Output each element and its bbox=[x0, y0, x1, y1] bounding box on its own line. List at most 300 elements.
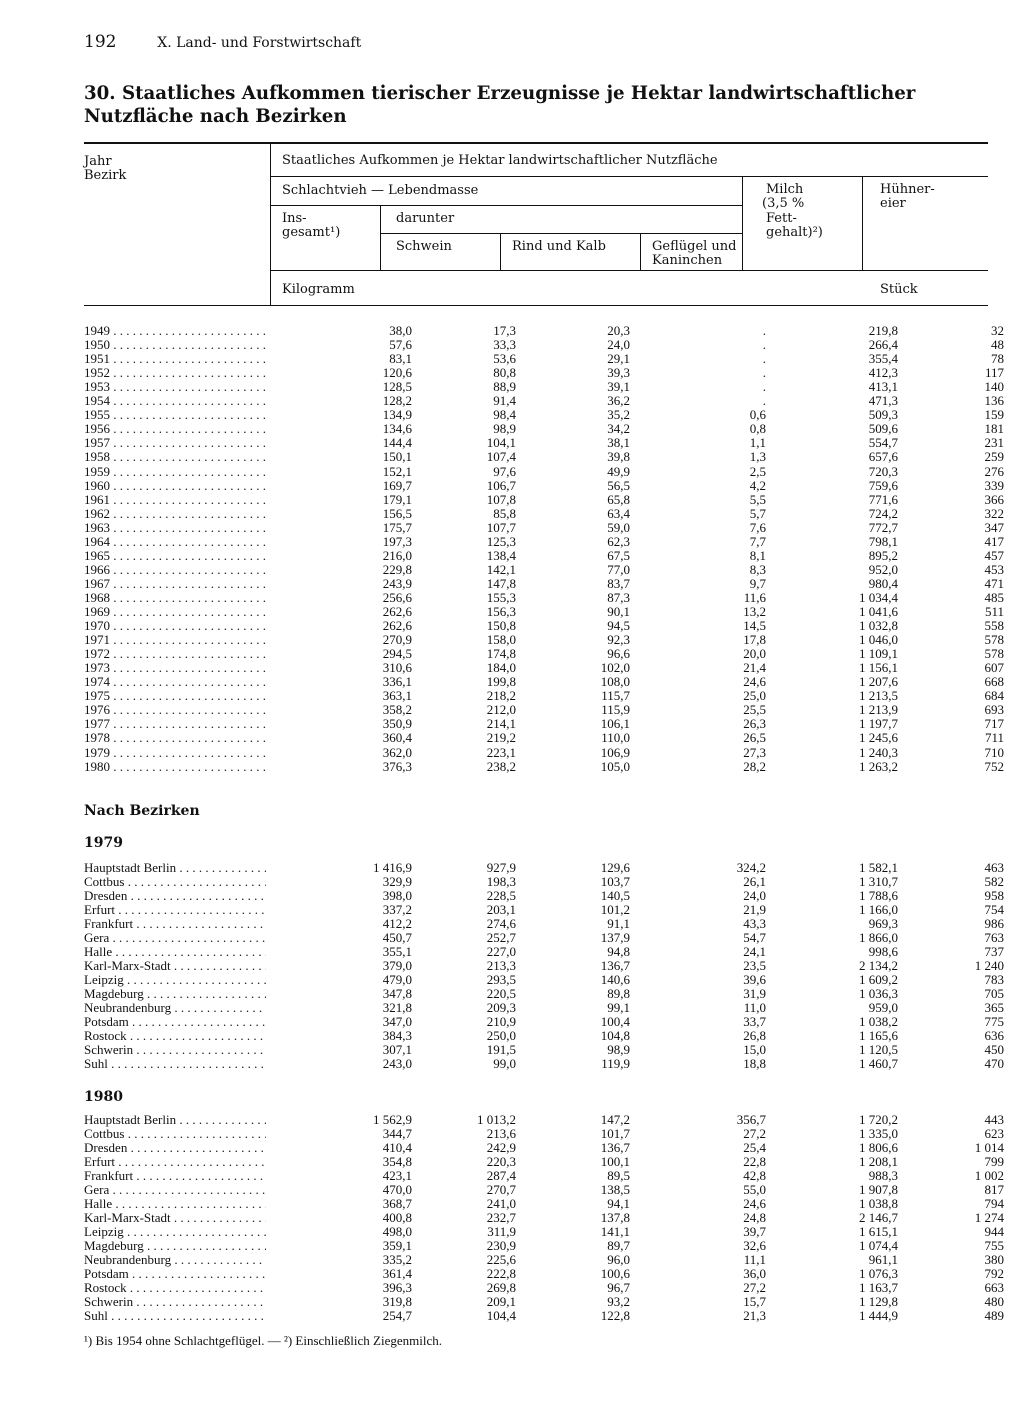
header-gefluegel-1: Geflügel und bbox=[652, 239, 737, 254]
row-label: Halle . . . bbox=[84, 945, 266, 959]
cell-eier: 489 bbox=[984, 1308, 1004, 1323]
cell-gefluegel: 2,5 bbox=[749, 463, 766, 479]
cell-gefluegel: 25,0 bbox=[743, 688, 766, 704]
row-label: 1979 . . . bbox=[84, 746, 266, 760]
cell-milch: 1 866,0 bbox=[859, 930, 898, 945]
cell-insgesamt: 362,0 bbox=[382, 744, 412, 760]
cell-schwein: 238,2 bbox=[486, 758, 516, 774]
cell-insgesamt: 336,1 bbox=[382, 674, 412, 690]
cell-eier: 799 bbox=[984, 1154, 1004, 1169]
cell-rind: 100,4 bbox=[600, 1014, 630, 1029]
table-row bbox=[84, 930, 1004, 945]
row-label: 1976 . . . bbox=[84, 703, 266, 717]
row-label: Karl-Marx-Stadt . . . bbox=[84, 959, 266, 973]
cell-rind: 36,2 bbox=[607, 393, 630, 409]
cell-gefluegel: 24,1 bbox=[743, 944, 766, 959]
row-label: 1949 . . . bbox=[84, 324, 266, 338]
cell-eier: 117 bbox=[984, 365, 1004, 381]
cell-gefluegel: 17,8 bbox=[743, 632, 766, 648]
cell-schwein: 311,9 bbox=[487, 1224, 516, 1239]
cell-rind: 63,4 bbox=[607, 505, 630, 521]
cell-insgesamt: 359,1 bbox=[382, 1238, 412, 1253]
cell-eier: 276 bbox=[984, 463, 1004, 479]
table-row bbox=[84, 1000, 1004, 1015]
cell-rind: 90,1 bbox=[607, 604, 630, 619]
cell-insgesamt: 243,9 bbox=[382, 575, 412, 591]
cell-milch: 1 609,2 bbox=[859, 972, 898, 987]
header-rule-darunter bbox=[380, 233, 742, 234]
row-label: 1970 . . . bbox=[84, 619, 266, 633]
cell-schwein: 199,8 bbox=[486, 674, 516, 690]
row-label: 1973 . . . bbox=[84, 661, 266, 675]
cell-eier: 1 240 bbox=[974, 958, 1004, 973]
cell-gefluegel: 21,9 bbox=[743, 902, 766, 917]
cell-insgesamt: 1 416,9 bbox=[373, 860, 412, 875]
cell-rind: 94,8 bbox=[607, 944, 630, 959]
cell-gefluegel: 31,9 bbox=[743, 986, 766, 1001]
cell-rind: 136,7 bbox=[600, 1140, 630, 1155]
row-label: 1969 . . . bbox=[84, 605, 266, 619]
cell-schwein: 232,7 bbox=[486, 1210, 516, 1225]
cell-gefluegel: 4,2 bbox=[749, 477, 766, 493]
table-row bbox=[84, 1238, 1004, 1253]
cell-rind: 83,7 bbox=[607, 575, 630, 591]
cell-rind: 115,9 bbox=[601, 702, 630, 718]
cell-gefluegel: 1,1 bbox=[749, 435, 766, 451]
cell-insgesamt: 120,6 bbox=[382, 365, 412, 381]
cell-milch: 1 038,2 bbox=[859, 1014, 898, 1029]
cell-eier: 705 bbox=[984, 986, 1004, 1001]
header-top-rule bbox=[84, 142, 988, 144]
cell-eier: 485 bbox=[984, 589, 1004, 605]
cell-milch: 1 166,0 bbox=[859, 902, 898, 917]
insgesamt-divider bbox=[380, 206, 381, 270]
cell-gefluegel: 0,6 bbox=[749, 407, 766, 423]
cell-insgesamt: 423,1 bbox=[382, 1168, 412, 1183]
cell-gefluegel: 8,1 bbox=[749, 547, 766, 563]
cell-eier: 231 bbox=[984, 435, 1004, 451]
cell-schwein: 242,9 bbox=[486, 1140, 516, 1155]
row-label: Suhl . . . bbox=[84, 1309, 266, 1323]
cell-gefluegel: 11,0 bbox=[743, 1000, 766, 1015]
cell-eier: 737 bbox=[984, 944, 1004, 959]
cell-gefluegel: 7,6 bbox=[749, 519, 766, 535]
cell-eier: 958 bbox=[984, 888, 1004, 903]
cell-insgesamt: 337,2 bbox=[382, 902, 412, 917]
row-label: 1956 . . . bbox=[84, 422, 266, 436]
row-label: Halle . . . bbox=[84, 1197, 266, 1211]
cell-insgesamt: 216,0 bbox=[382, 547, 412, 563]
cell-eier: 1 274 bbox=[974, 1210, 1004, 1225]
cell-milch: 1 213,5 bbox=[859, 688, 898, 704]
cell-schwein: 138,4 bbox=[486, 547, 516, 563]
cell-rind: 89,5 bbox=[607, 1168, 630, 1183]
table-row bbox=[84, 505, 1004, 521]
table-row bbox=[84, 958, 1004, 973]
cell-rind: 119,9 bbox=[601, 1056, 630, 1071]
table-row bbox=[84, 1056, 1004, 1071]
table-row bbox=[84, 1042, 1004, 1057]
section-title: X. Land- und Forstwirtschaft bbox=[157, 35, 362, 51]
cell-milch: 1 788,6 bbox=[859, 888, 898, 903]
cell-insgesamt: 1 562,9 bbox=[373, 1112, 412, 1127]
cell-schwein: 241,0 bbox=[486, 1196, 516, 1211]
cell-milch: 1 120,5 bbox=[859, 1042, 898, 1057]
cell-insgesamt: 470,0 bbox=[382, 1182, 412, 1197]
header-milch-3: Fett- bbox=[766, 211, 797, 226]
row-label: 1951 . . . bbox=[84, 352, 266, 366]
table-row bbox=[84, 491, 1004, 507]
cell-milch: 1 076,3 bbox=[859, 1266, 898, 1281]
cell-insgesamt: 361,4 bbox=[382, 1266, 412, 1281]
table-row bbox=[84, 449, 1004, 465]
cell-insgesamt: 379,0 bbox=[382, 958, 412, 973]
cell-rind: 87,3 bbox=[607, 589, 630, 605]
cell-schwein: 203,1 bbox=[486, 902, 516, 917]
cell-eier: 783 bbox=[984, 972, 1004, 987]
cell-rind: 104,8 bbox=[600, 1028, 630, 1043]
cell-insgesamt: 128,2 bbox=[382, 393, 412, 409]
cell-eier: 717 bbox=[984, 716, 1004, 732]
cell-milch: 1 720,2 bbox=[859, 1112, 898, 1127]
cell-schwein: 107,8 bbox=[486, 491, 516, 507]
cell-rind: 49,9 bbox=[607, 463, 630, 479]
cell-gefluegel: . bbox=[762, 365, 766, 381]
cell-gefluegel: 39,7 bbox=[743, 1224, 766, 1239]
cell-gefluegel: 22,8 bbox=[743, 1154, 766, 1169]
stub-divider bbox=[270, 143, 271, 306]
table-row bbox=[84, 575, 1004, 591]
cell-milch: 1 129,8 bbox=[859, 1294, 898, 1309]
cell-gefluegel: 26,8 bbox=[743, 1028, 766, 1043]
cell-eier: 754 bbox=[984, 902, 1004, 917]
table-row bbox=[84, 1126, 1004, 1141]
row-label: 1959 . . . bbox=[84, 465, 266, 479]
cell-milch: 1 041,6 bbox=[859, 604, 898, 619]
cell-insgesamt: 329,9 bbox=[382, 874, 412, 889]
table-row bbox=[84, 435, 1004, 451]
row-label: Erfurt . . . bbox=[84, 1155, 266, 1169]
cell-gefluegel: 8,3 bbox=[749, 561, 766, 577]
cell-eier: 607 bbox=[984, 660, 1004, 676]
row-label: Leipzig . . . bbox=[84, 973, 266, 987]
cell-eier: 1 014 bbox=[974, 1140, 1004, 1155]
cell-insgesamt: 270,9 bbox=[382, 632, 412, 648]
cell-eier: 775 bbox=[984, 1014, 1004, 1029]
row-label: 1953 . . . bbox=[84, 380, 266, 394]
cell-rind: 59,0 bbox=[607, 519, 630, 535]
cell-rind: 101,2 bbox=[600, 902, 630, 917]
header-eier-2: eier bbox=[880, 196, 906, 211]
cell-gefluegel: 26,3 bbox=[743, 716, 766, 732]
cell-milch: 471,3 bbox=[868, 393, 898, 409]
schwein-divider bbox=[500, 234, 501, 270]
rind-divider bbox=[640, 234, 641, 270]
cell-schwein: 213,3 bbox=[486, 958, 516, 973]
cell-eier: 763 bbox=[984, 930, 1004, 945]
row-label: Cottbus . . . bbox=[84, 875, 266, 889]
cell-rind: 96,0 bbox=[607, 1252, 630, 1267]
cell-milch: 1 582,1 bbox=[859, 860, 898, 875]
cell-eier: 663 bbox=[984, 1280, 1004, 1295]
cell-gefluegel: 1,3 bbox=[749, 449, 766, 465]
cell-insgesamt: 410,4 bbox=[382, 1140, 412, 1155]
cell-gefluegel: . bbox=[762, 379, 766, 395]
cell-schwein: 85,8 bbox=[493, 505, 516, 521]
running-header bbox=[84, 32, 361, 52]
header-rind: Rind und Kalb bbox=[512, 239, 606, 254]
cell-gefluegel: 36,0 bbox=[743, 1266, 766, 1281]
cell-insgesamt: 307,1 bbox=[382, 1042, 412, 1057]
cell-eier: 78 bbox=[991, 351, 1004, 367]
cell-milch: 998,6 bbox=[868, 944, 898, 959]
cell-gefluegel: 11,1 bbox=[743, 1252, 766, 1267]
cell-insgesamt: 321,8 bbox=[382, 1000, 412, 1015]
cell-insgesamt: 144,4 bbox=[382, 435, 412, 451]
cell-insgesamt: 179,1 bbox=[382, 491, 412, 507]
cell-milch: 1 038,8 bbox=[859, 1196, 898, 1211]
cell-insgesamt: 319,8 bbox=[382, 1294, 412, 1309]
table-title: 30. Staatliches Aufkommen tierischer Erzeugnisse je Hektar landwirtschaftlicher Nutzfläche nach Bezirken bbox=[84, 83, 916, 127]
cell-schwein: 220,3 bbox=[486, 1154, 516, 1169]
cell-gefluegel: 21,4 bbox=[743, 660, 766, 676]
cell-eier: 794 bbox=[984, 1196, 1004, 1211]
cell-insgesamt: 355,1 bbox=[382, 944, 412, 959]
cell-schwein: 209,1 bbox=[486, 1294, 516, 1309]
cell-schwein: 252,7 bbox=[486, 930, 516, 945]
cell-insgesamt: 243,0 bbox=[382, 1056, 412, 1071]
cell-milch: 988,3 bbox=[868, 1168, 898, 1183]
cell-gefluegel: 14,5 bbox=[743, 618, 766, 634]
cell-rind: 94,5 bbox=[607, 618, 630, 634]
table-row bbox=[84, 888, 1004, 903]
cell-rind: 96,7 bbox=[607, 1280, 630, 1295]
cell-schwein: 88,9 bbox=[493, 379, 516, 395]
row-label: Karl-Marx-Stadt . . . bbox=[84, 1211, 266, 1225]
cell-milch: 1 036,3 bbox=[859, 986, 898, 1001]
cell-schwein: 210,9 bbox=[486, 1014, 516, 1029]
cell-insgesamt: 368,7 bbox=[382, 1196, 412, 1211]
table-row bbox=[84, 421, 1004, 437]
cell-rind: 38,1 bbox=[607, 435, 630, 451]
table-row bbox=[84, 1252, 1004, 1267]
cell-gefluegel: 324,2 bbox=[736, 860, 766, 875]
cell-schwein: 125,3 bbox=[486, 533, 516, 549]
cell-rind: 108,0 bbox=[600, 674, 630, 690]
cell-eier: 558 bbox=[984, 618, 1004, 634]
cell-rind: 39,8 bbox=[607, 449, 630, 465]
cell-eier: 259 bbox=[984, 449, 1004, 465]
bezirke-1979-label: 1979 bbox=[84, 835, 123, 851]
cell-eier: 480 bbox=[984, 1294, 1004, 1309]
cell-eier: 471 bbox=[984, 575, 1004, 591]
cell-insgesamt: 344,7 bbox=[382, 1126, 412, 1141]
cell-rind: 89,8 bbox=[607, 986, 630, 1001]
cell-milch: 509,3 bbox=[868, 407, 898, 423]
stub-header-jahr: Jahr bbox=[84, 154, 112, 169]
cell-gefluegel: 15,7 bbox=[743, 1294, 766, 1309]
cell-insgesamt: 396,3 bbox=[382, 1280, 412, 1295]
cell-rind: 105,0 bbox=[600, 758, 630, 774]
table-row bbox=[84, 618, 1004, 634]
cell-milch: 980,4 bbox=[868, 575, 898, 591]
table-row bbox=[84, 407, 1004, 423]
cell-schwein: 269,8 bbox=[486, 1280, 516, 1295]
table-row bbox=[84, 1294, 1004, 1309]
cell-schwein: 98,9 bbox=[493, 421, 516, 437]
cell-rind: 101,7 bbox=[600, 1126, 630, 1141]
table-row bbox=[84, 944, 1004, 959]
cell-insgesamt: 83,1 bbox=[389, 351, 412, 367]
cell-gefluegel: . bbox=[762, 393, 766, 409]
cell-rind: 106,1 bbox=[600, 716, 630, 732]
cell-insgesamt: 229,8 bbox=[382, 561, 412, 577]
cell-milch: 1 460,7 bbox=[859, 1056, 898, 1071]
cell-gefluegel: 15,0 bbox=[743, 1042, 766, 1057]
header-main: Staatliches Aufkommen je Hektar landwirtschaftlicher Nutzfläche bbox=[282, 153, 718, 168]
cell-eier: 986 bbox=[984, 916, 1004, 931]
cell-schwein: 218,2 bbox=[486, 688, 516, 704]
cell-rind: 94,1 bbox=[607, 1196, 630, 1211]
cell-insgesamt: 150,1 bbox=[382, 449, 412, 465]
cell-insgesamt: 169,7 bbox=[382, 477, 412, 493]
eier-divider bbox=[862, 177, 863, 270]
cell-schwein: 106,7 bbox=[486, 477, 516, 493]
unit-kilogramm: Kilogramm bbox=[282, 282, 355, 297]
table-row bbox=[84, 744, 1004, 760]
cell-gefluegel: 28,2 bbox=[743, 758, 766, 774]
cell-insgesamt: 310,6 bbox=[382, 660, 412, 676]
cell-schwein: 250,0 bbox=[486, 1028, 516, 1043]
table-row bbox=[84, 393, 1004, 409]
cell-insgesamt: 450,7 bbox=[382, 930, 412, 945]
row-label: Frankfurt . . . bbox=[84, 1169, 266, 1183]
cell-gefluegel: . bbox=[762, 351, 766, 367]
cell-schwein: 227,0 bbox=[486, 944, 516, 959]
cell-schwein: 219,2 bbox=[486, 730, 516, 746]
table-row bbox=[84, 365, 1004, 381]
row-label: 1950 . . . bbox=[84, 338, 266, 352]
cell-insgesamt: 360,4 bbox=[382, 730, 412, 746]
cell-schwein: 213,6 bbox=[486, 1126, 516, 1141]
table-row bbox=[84, 589, 1004, 605]
page-number: 192 bbox=[84, 32, 117, 52]
cell-insgesamt: 479,0 bbox=[382, 972, 412, 987]
cell-schwein: 270,7 bbox=[486, 1182, 516, 1197]
row-label: Magdeburg . . . bbox=[84, 1239, 266, 1253]
cell-gefluegel: 26,1 bbox=[743, 874, 766, 889]
cell-eier: 443 bbox=[984, 1112, 1004, 1127]
cell-insgesamt: 128,5 bbox=[382, 379, 412, 395]
table-row bbox=[84, 1266, 1004, 1281]
cell-schwein: 156,3 bbox=[486, 604, 516, 619]
cell-schwein: 209,3 bbox=[486, 1000, 516, 1015]
table-row bbox=[84, 646, 1004, 662]
table-row bbox=[84, 463, 1004, 479]
cell-rind: 106,9 bbox=[600, 744, 630, 760]
cell-eier: 32 bbox=[991, 323, 1004, 338]
cell-gefluegel: 33,7 bbox=[743, 1014, 766, 1029]
header-milch-2: (3,5 % bbox=[762, 196, 805, 211]
cell-rind: 62,3 bbox=[607, 533, 630, 549]
cell-schwein: 107,4 bbox=[486, 449, 516, 465]
cell-gefluegel: 356,7 bbox=[736, 1112, 766, 1127]
cell-gefluegel: 9,7 bbox=[749, 575, 766, 591]
cell-rind: 137,9 bbox=[600, 930, 630, 945]
cell-schwein: 220,5 bbox=[486, 986, 516, 1001]
cell-milch: 657,6 bbox=[868, 449, 898, 465]
cell-schwein: 228,5 bbox=[486, 888, 516, 903]
cell-rind: 20,3 bbox=[607, 323, 630, 338]
cell-milch: 959,0 bbox=[868, 1000, 898, 1015]
cell-eier: 140 bbox=[984, 379, 1004, 395]
cell-rind: 35,2 bbox=[607, 407, 630, 423]
cell-rind: 110,0 bbox=[601, 730, 630, 746]
cell-milch: 1 806,6 bbox=[859, 1140, 898, 1155]
cell-insgesamt: 412,2 bbox=[382, 916, 412, 931]
cell-milch: 1 213,9 bbox=[859, 702, 898, 718]
table-row bbox=[84, 533, 1004, 549]
cell-insgesamt: 254,7 bbox=[382, 1308, 412, 1323]
cell-rind: 39,1 bbox=[607, 379, 630, 395]
cell-rind: 129,6 bbox=[600, 860, 630, 875]
cell-gefluegel: . bbox=[762, 337, 766, 353]
cell-rind: 98,9 bbox=[607, 1042, 630, 1057]
cell-milch: 1 109,1 bbox=[859, 646, 898, 662]
table-row bbox=[84, 379, 1004, 395]
cell-schwein: 212,0 bbox=[486, 702, 516, 718]
cell-gefluegel: 43,3 bbox=[743, 916, 766, 931]
table-row bbox=[84, 702, 1004, 718]
row-label: 1963 . . . bbox=[84, 521, 266, 535]
cell-gefluegel: 11,6 bbox=[743, 589, 766, 605]
cell-insgesamt: 376,3 bbox=[382, 758, 412, 774]
header-rule-main bbox=[270, 176, 988, 177]
table-row bbox=[84, 1182, 1004, 1197]
header-schwein: Schwein bbox=[396, 239, 452, 254]
cell-milch: 1 197,7 bbox=[859, 716, 898, 732]
cell-schwein: 274,6 bbox=[486, 916, 516, 931]
bezirke-1980-label: 1980 bbox=[84, 1089, 123, 1105]
row-label: 1968 . . . bbox=[84, 591, 266, 605]
header-gefluegel-2: Kaninchen bbox=[652, 253, 723, 268]
table-row bbox=[84, 337, 1004, 353]
row-label: Rostock . . . bbox=[84, 1029, 266, 1043]
cell-schwein: 293,5 bbox=[486, 972, 516, 987]
row-label: 1971 . . . bbox=[84, 633, 266, 647]
cell-eier: 380 bbox=[984, 1252, 1004, 1267]
row-label: Leipzig . . . bbox=[84, 1225, 266, 1239]
cell-eier: 48 bbox=[991, 337, 1004, 353]
row-label: Gera . . . bbox=[84, 931, 266, 945]
row-label: 1957 . . . bbox=[84, 436, 266, 450]
cell-milch: 1 074,4 bbox=[859, 1238, 898, 1253]
cell-gefluegel: 27,2 bbox=[743, 1280, 766, 1295]
row-label: 1955 . . . bbox=[84, 408, 266, 422]
cell-schwein: 198,3 bbox=[486, 874, 516, 889]
cell-insgesamt: 175,7 bbox=[382, 519, 412, 535]
cell-gefluegel: 20,0 bbox=[743, 646, 766, 662]
cell-eier: 136 bbox=[984, 393, 1004, 409]
cell-milch: 1 156,1 bbox=[859, 660, 898, 676]
cell-eier: 322 bbox=[984, 505, 1004, 521]
cell-milch: 969,3 bbox=[868, 916, 898, 931]
row-label: 1980 . . . bbox=[84, 760, 266, 774]
cell-schwein: 104,1 bbox=[486, 435, 516, 451]
row-label: Dresden . . . bbox=[84, 1141, 266, 1155]
stub-header-bezirk: Bezirk bbox=[84, 168, 127, 183]
table-row bbox=[84, 1028, 1004, 1043]
